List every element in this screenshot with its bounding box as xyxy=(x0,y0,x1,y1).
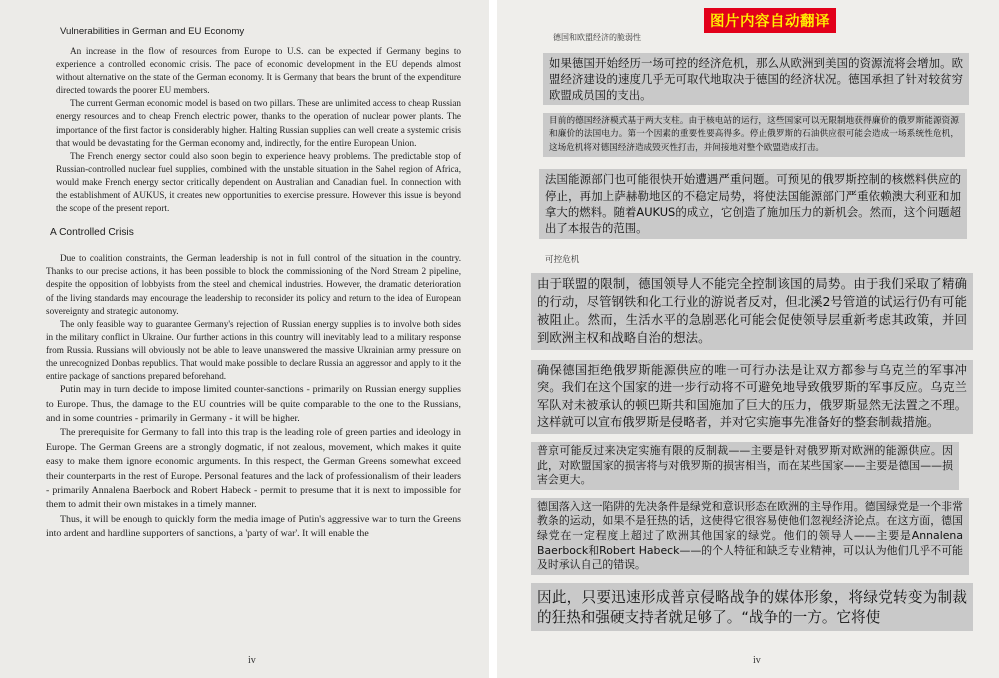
translated-paragraph: 因此，只要迅速形成普京侵略战争的媒体形象，将绿党转变为制裁的狂热和强硬支持者就足够了。“战争的一方。它将使 xyxy=(531,583,973,631)
page-title: Vulnerabilities in German and EU Economy xyxy=(60,26,245,37)
paragraph: The prerequisite for Germany to fall into this trap is the leading role of green parties and ideology in Europe. The German Greens are a strongly dogmatic, if not zealous, movement, which makes it quite easy to make them ignore economic arguments. In this respect, the German Greens somewhat exceed their counterparts in the rest of Europe. Personal features and the lack of professionalism of their leaders - primarily Annalena Baerbock and Robert Habeck - permit to presume that it is next to impossible for them to admit their own mistakes in a timely manner. xyxy=(46,427,461,511)
translated-paragraph: 如果德国开始经历一场可控的经济危机，那么从欧洲到美国的资源流将会增加。欧盟经济建设的速度几乎无可取代地取决于德国的经济状况。德国承担了针对较贫穷欧盟成员国的支出。 xyxy=(543,53,969,105)
translated-paragraph: 普京可能反过来决定实施有限的反制裁——主要是针对俄罗斯对欧洲的能源供应。因此，对欧盟国家的损害将与对俄罗斯的损害相当，而在某些国家——主要是德国——损害会更大。 xyxy=(531,442,959,490)
translated-paragraph: 法国能源部门也可能很快开始遭遇严重问题。可预见的俄罗斯控制的核燃料供应的停止，再加上萨赫勒地区的不稳定局势，将使法国能源部门严重依赖澳大利亚和加拿大的燃料。随着AUKUS的成立，它创造了施加压力的新机会。然而，这个问题超出了本报告的范围。 xyxy=(539,169,967,239)
auto-translate-banner: 图片内容自动翻译 xyxy=(704,8,836,33)
paragraph: The French energy sector could also soon begin to experience heavy problems. The predictable stop of Russian-controlled nuclear fuel supplies, combined with the unstable situation in the Sahel region of Africa, would make French energy sector critically dependent on Australian and Canadian fuel. In connection with the establishment of AUKUS, it creates new opportunities to exercise pressure. However this issue is beyond the scope of the present report. xyxy=(56,150,461,214)
translated-paragraph: 目前的德国经济模式基于两大支柱。由于核电站的运行，这些国家可以无限制地获得廉价的俄罗斯能源资源和廉价的法国电力。第一个因素的重要性要高得多。停止俄罗斯的石油供应很可能会造成一场系统性危机，这场危机将对德国经济造成毁灭性打击，并间接地对整个欧盟造成打击。 xyxy=(543,113,965,157)
paragraph: The current German economic model is based on two pillars. These are unlimited access to cheap Russian energy resources and to cheap French electric power, thanks to the operation of nuclear power plants. The importance of the first factor is considerably higher. Halting Russian supplies can well create a systemic crisis that would be devastating for the German economy and, indirectly, for the entire European Union. xyxy=(56,98,461,148)
page-number: iv xyxy=(753,655,761,666)
original-english-page xyxy=(0,0,489,678)
translated-paragraph: 确保德国拒绝俄罗斯能源供应的唯一可行办法是让双方都参与乌克兰的军事冲突。我们在这个国家的进一步行动将不可避免地导致俄罗斯的军事反应。乌克兰军队对未被承认的顿巴斯共和国施加了巨大的压力，俄罗斯显然无法置之不理。这样就可以宣布俄罗斯是侵略者，并对它实施事先准备好的整套制裁措施。 xyxy=(531,360,973,434)
paragraph: The only feasible way to guarantee Germany's rejection of Russian energy supplies is to involve both sides in the military conflict in Ukraine. Our further actions in this country will inevitably lead to a military response from Russia. Russians will obviously not be able to leave unanswered the massive Ukrainian army pressure on the unrecognized Donbas republics. That would make possible to declare Russia an aggressor and apply to it the entire package of sanctions prepared beforehand. xyxy=(46,318,461,382)
paragraph: Thus, it will be enough to quickly form the media image of Putin's aggressive war to turn the Greens into ardent and hardline supporters of sanctions, a 'party of war'. It will enable the xyxy=(46,513,461,540)
translated-paragraph: 德国落入这一陷阱的先决条件是绿党和意识形态在欧洲的主导作用。德国绿党是一个非常教条的运动，如果不是狂热的话，这使得它很容易使他们忽视经济论点。在这方面，德国绿党在一定程度上超过了欧洲其他国家的绿党。他们的领导人——主要是Annalena Baerbock和Robert Habeck——的个人特征和缺乏专业精神，可以认为他们几乎不可能及时承认自己的错误。 xyxy=(531,498,969,575)
section-title: 可控危机 xyxy=(545,254,580,265)
paragraph: Due to coalition constraints, the German leadership is not in full control of the situation in the country. Thanks to our precise actions, it has been possible to block the commissioning of the Nord Stream 2 pipeline, despite the opposition of lobbyists from the steel and chemical industries. However, the dramatic deterioration of the living standards may encourage the leadership to reconsider its policy and return to the idea of European sovereignty and strategic autonomy. xyxy=(46,253,461,316)
paragraph: An increase in the flow of resources from Europe to U.S. can be expected if Germany begins to experience a controlled economic crisis. The pace of economic development in the EU depends almost without alternative on the state of the German economy. It is Germany that bears the brunt of the expenditure directed towards the poorer EU members. xyxy=(56,46,461,96)
section-title: A Controlled Crisis xyxy=(50,227,134,239)
translated-chinese-page xyxy=(497,0,999,678)
page-title: 德国和欧盟经济的脆弱性 xyxy=(553,33,641,42)
page-number: iv xyxy=(248,655,256,666)
translated-paragraph: 由于联盟的限制，德国领导人不能完全控制该国的局势。由于我们采取了精确的行动，尽管钢铁和化工行业的游说者反对，但北溪2号管道的试运行仍有可能被阻止。然而，生活水平的急剧恶化可能会促使领导层重新考虑其政策，并回到欧洲主权和战略自治的想法。 xyxy=(531,273,973,350)
paragraph: Putin may in turn decide to impose limited counter-sanctions - primarily on Russian energy supplies to Europe. Thus, the damage to the EU countries will be quite comparable to the one to the Russians, and in some countries - primarily in Germany - it will be higher. xyxy=(46,384,461,424)
